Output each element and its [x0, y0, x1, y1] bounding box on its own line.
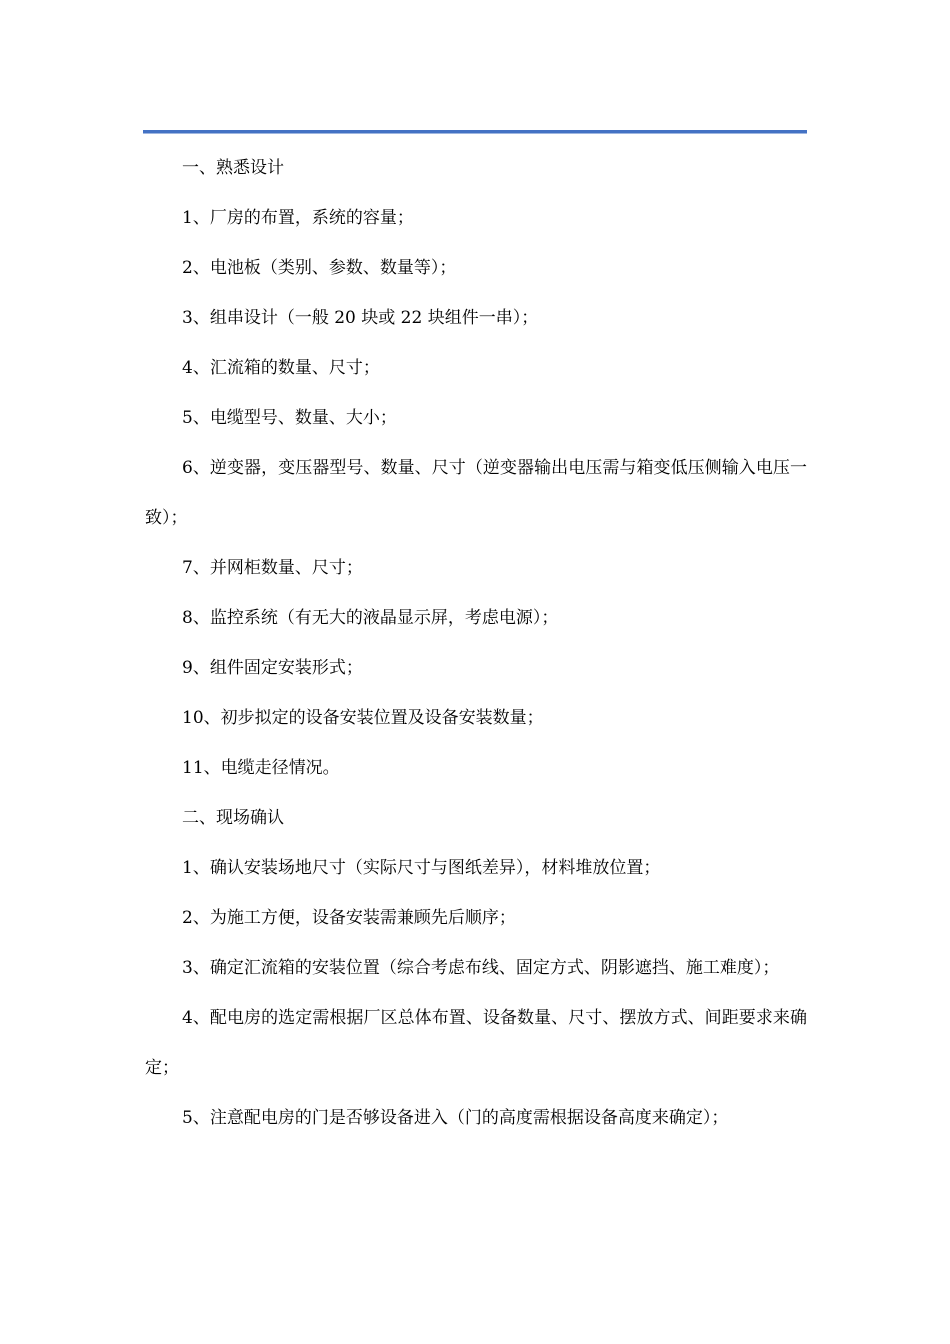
- section-heading-1: 一、熟悉设计: [182, 158, 284, 178]
- list-item: 5、电缆型号、数量、大小；: [182, 408, 397, 428]
- list-item: 9、组件固定安装形式；: [182, 658, 363, 678]
- list-item: 4、汇流箱的数量、尺寸；: [182, 358, 380, 378]
- list-item: 1、厂房的布置，系统的容量；: [182, 208, 414, 228]
- document-body: [145, 143, 807, 1143]
- list-item: 7、并网柜数量、尺寸；: [182, 558, 363, 578]
- list-item: 1、确认安装场地尺寸（实际尺寸与图纸差异），材料堆放位置；: [182, 858, 661, 878]
- list-item: 11、电缆走径情况。: [182, 758, 340, 778]
- list-item: 3、确定汇流箱的安装位置（综合考虑布线、固定方式、阴影遮挡、施工难度）；: [182, 958, 780, 978]
- header-rule: [143, 130, 807, 134]
- list-item: 5、注意配电房的门是否够设备进入（门的高度需根据设备高度来确定）；: [182, 1108, 729, 1128]
- list-item: 8、监控系统（有无大的液晶显示屏，考虑电源）；: [182, 608, 559, 628]
- list-item: 4、配电房的选定需根据厂区总体布置、设备数量、尺寸、摆放方式、间距要求来确定；: [145, 1008, 807, 1078]
- section-heading-2: 二、现场确认: [182, 808, 284, 828]
- list-item: 3、组串设计（一般 20 块或 22 块组件一串）；: [182, 308, 539, 328]
- list-item: 2、电池板（类别、参数、数量等）；: [182, 258, 457, 278]
- list-item: 2、为施工方便，设备安装需兼顾先后顺序；: [182, 908, 516, 928]
- list-item: 10、初步拟定的设备安装位置及设备安装数量；: [182, 708, 544, 728]
- list-item: 6、逆变器，变压器型号、数量、尺寸（逆变器输出电压需与箱变低压侧输入电压一致）；: [145, 458, 807, 528]
